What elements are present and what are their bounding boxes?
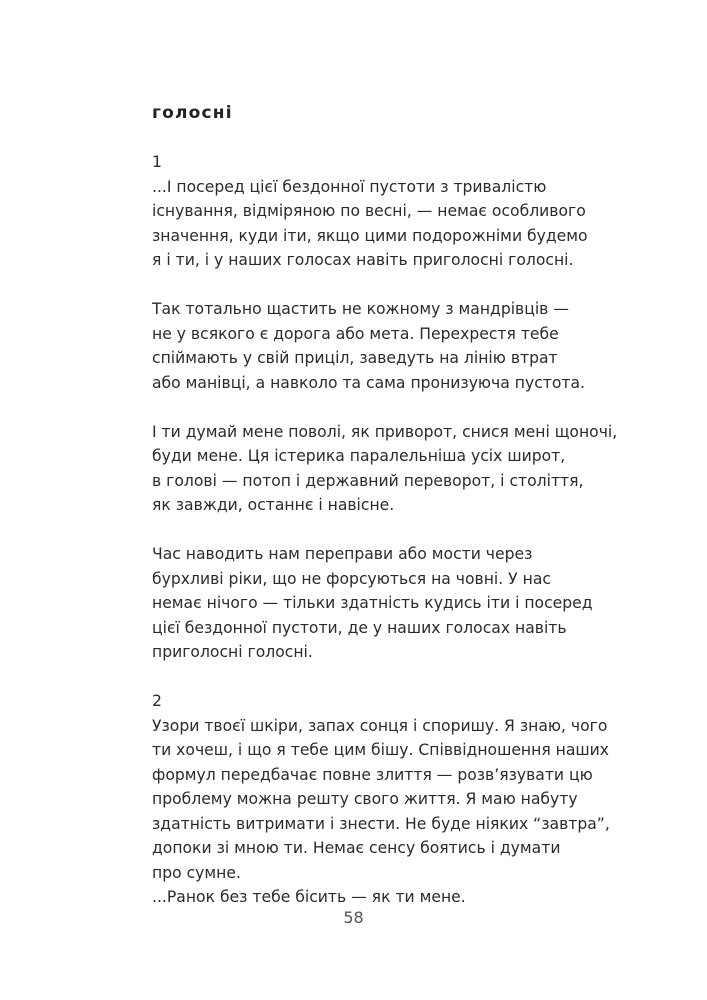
text-line: ...Ранок без тебе бісить — як ти мене. [152,888,466,906]
poem-title: голосні [152,103,233,123]
text-line: не у всякого є дорога або мета. Перехрестя тебе [152,324,559,343]
text-line: про сумне. [152,863,241,882]
text-line: Час наводить нам переправи або мости через [152,545,533,563]
text-line: Так тотально щастить не кожному з мандрівців — [152,300,569,318]
text-line: допоки зі мною ти. Немає сенсу боятись і думати [152,839,561,857]
spacer [152,273,672,298]
text-line: спіймають у свій приціл, заведуть на лінію втрат [152,349,558,367]
text-line: ти хочеш, і що я тебе цим бішу. Співвідношення наших [152,741,610,759]
text-line: ...І посеред цієї бездонної пустоти з тривалістю [152,177,547,196]
text-line: буди мене. Ця істерика паралельніша усіх широт, [152,447,566,465]
text-line: немає нічого — тільки здатність кудись іти і посеред [152,594,593,612]
text-line: в голові — потоп і державний переворот, і століття, [152,471,584,490]
spacer [152,518,672,543]
text-line: приголосні голосні. [152,643,313,661]
text-line: я і ти, і у наших голосах навіть приголосні голосні. [152,251,574,269]
text-line: цієї бездонної пустоти, де у наших голосах навіть [152,618,567,637]
spacer [152,395,672,420]
text-line: як завжди, останнє і навісне. [152,496,395,514]
section-number: 1 [152,153,162,171]
page-number: 58 [343,908,364,927]
spacer [152,126,672,151]
text-line: формул передбачає повне злиття — розв’язувати цю [152,765,593,784]
text-line: Узори твоєї шкіри, запах сонця і споришу. Я знаю, чого [152,716,608,735]
spacer [152,665,672,690]
text-line: або манівці, а навколо та сама пронизуюча пустота. [152,373,586,392]
text-line: значення, куди іти, якщо цими подорожніми будемо [152,226,588,245]
section-number: 2 [152,692,162,710]
text-line: проблему можна решту свого життя. Я маю набуту [152,790,578,808]
text-line: здатність витримати і знести. Не буде ніяких “завтра”, [152,814,610,833]
text-line: бурхливі ріки, що не форсуються на човні. У нас [152,569,551,588]
text-line: існування, відміряною по весні, — немає особливого [152,202,586,220]
poem-body [152,101,672,910]
text-line: І ти думай мене поволі, як приворот, снися мені щоночі, [152,422,618,441]
